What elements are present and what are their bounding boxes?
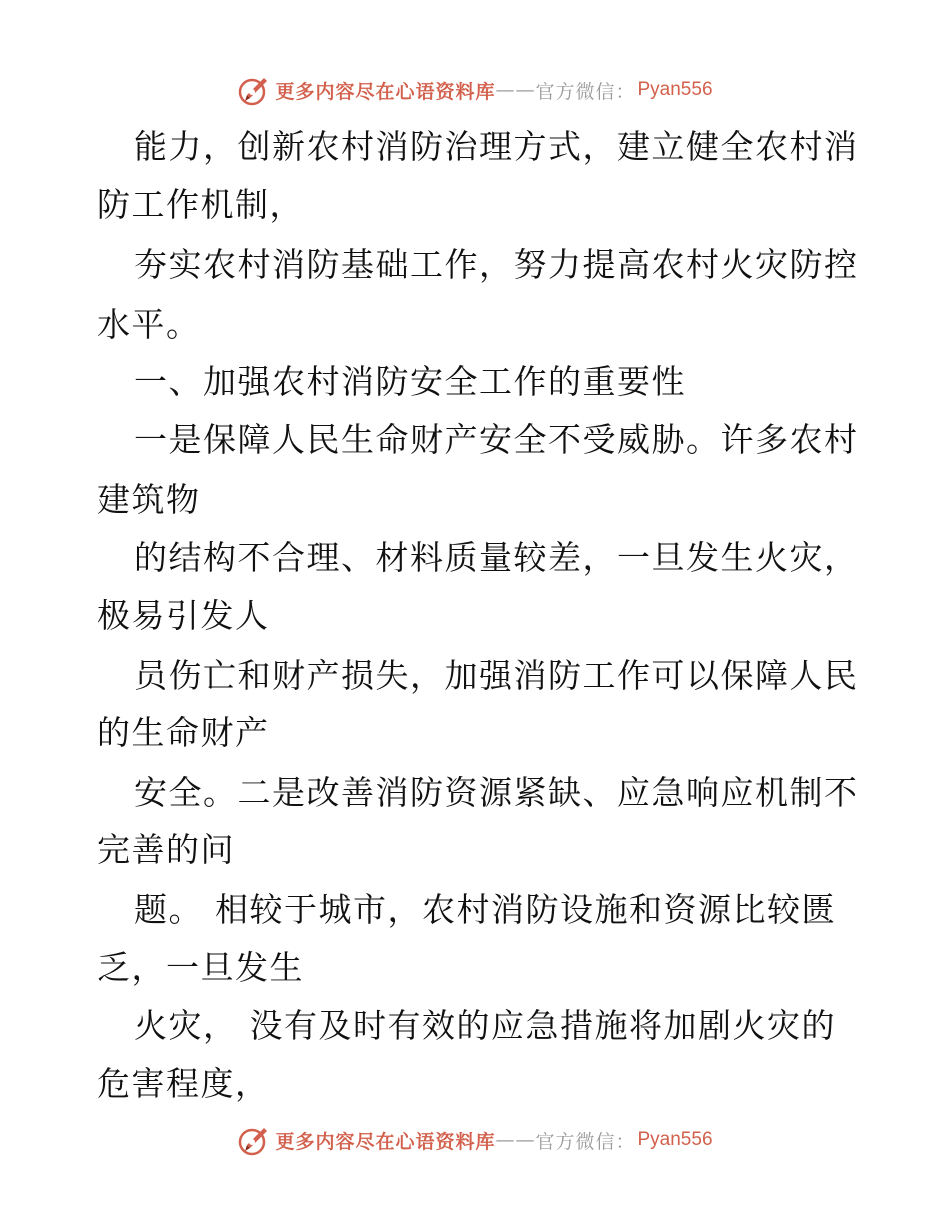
body-line: 的结构不合理、材料质量较差，一旦发生火灾，	[134, 538, 859, 577]
quill-pen-icon	[237, 1123, 271, 1157]
banner-wechat-id: Pyan556	[637, 1129, 713, 1150]
header-banner	[0, 72, 950, 108]
body-line: 题。 相较于城市，农村消防设施和资源比较匮	[134, 890, 836, 929]
banner-wechat-label: 官方微信：	[535, 80, 636, 103]
body-line: 完善的问	[97, 830, 235, 869]
body-line: 建筑物	[97, 480, 201, 519]
footer-banner	[0, 1122, 950, 1158]
banner-separator: ——	[495, 79, 536, 101]
body-line: 员伤亡和财产损失，加强消防工作可以保障人民	[134, 656, 859, 695]
body-line: 乏，一旦发生	[97, 948, 304, 987]
body-line: 火灾， 没有及时有效的应急措施将加剧火灾的	[134, 1006, 836, 1045]
body-line: 水平。	[97, 305, 201, 344]
body-line: 一是保障人民生命财产安全不受威胁。许多农村	[134, 420, 859, 459]
banner-separator: ——	[495, 1129, 536, 1151]
body-line: 危害程度，	[97, 1064, 270, 1103]
quill-pen-icon	[237, 73, 271, 107]
banner-main-text: 更多内容尽在心语资料库	[275, 1130, 496, 1153]
body-line: 的生命财产	[97, 713, 270, 752]
body-line: 能力，创新农村消防治理方式，建立健全农村消	[134, 127, 859, 166]
banner-wechat-id: Pyan556	[637, 79, 713, 100]
body-line: 夯实农村消防基础工作，努力提高农村火灾防控	[134, 245, 859, 284]
banner-wechat-label: 官方微信：	[535, 1130, 636, 1153]
body-line: 防工作机制，	[97, 185, 304, 224]
banner-main-text: 更多内容尽在心语资料库	[275, 80, 496, 103]
section-heading: 一、加强农村消防安全工作的重要性	[134, 362, 686, 401]
body-line: 极易引发人	[97, 596, 270, 635]
body-line: 安全。二是改善消防资源紧缺、应急响应机制不	[134, 773, 859, 812]
